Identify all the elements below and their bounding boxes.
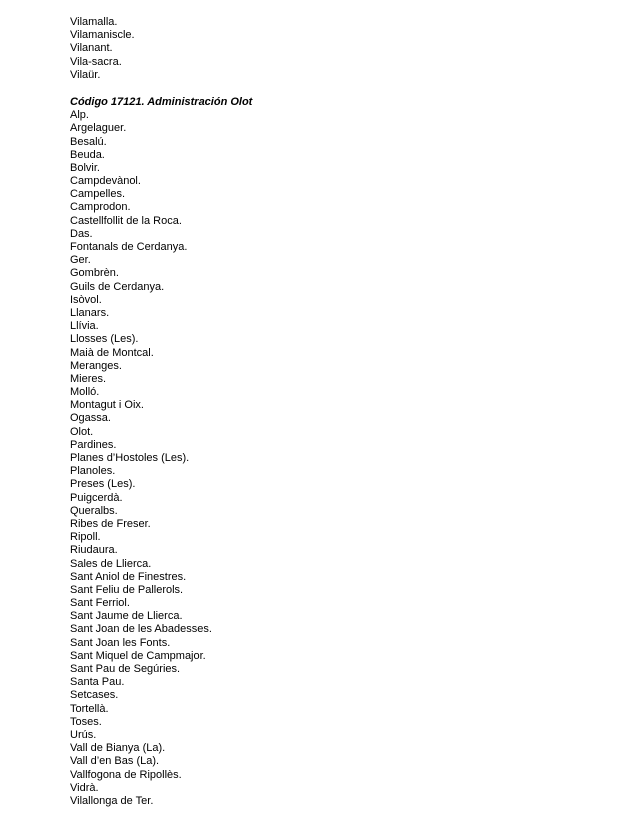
municipality-item: Vilamalla.	[70, 16, 118, 28]
municipality-item: Llosses (Les).	[70, 333, 139, 346]
municipality-item: Toses.	[70, 715, 102, 728]
municipality-item: Vila-sacra.	[70, 55, 122, 68]
municipality-item: Ribes de Freser.	[70, 517, 151, 530]
municipality-item: Llanars.	[70, 306, 110, 319]
municipality-item: Sant Feliu de Pallerols.	[70, 583, 184, 596]
municipality-item: Montagut i Oix.	[70, 399, 144, 412]
municipality-item: Setcases.	[70, 689, 119, 702]
municipality-item: Ripoll.	[70, 531, 101, 544]
municipality-item: Sales de Llierca.	[70, 557, 152, 570]
section-heading: Código 17121. Administración Olot	[70, 95, 253, 108]
municipality-item: Tortellà.	[70, 702, 109, 715]
municipality-item: Vallfogona de Ripollès.	[70, 768, 182, 781]
municipality-item: Alp.	[70, 109, 89, 122]
municipality-item: Santa Pau.	[70, 676, 125, 689]
municipality-item: Beuda.	[70, 148, 105, 161]
municipality-item: Vilamaniscle.	[70, 29, 135, 42]
municipality-item: Vilaür.	[70, 68, 101, 81]
municipality-item: Planes d’Hostoles (Les).	[70, 452, 190, 464]
municipality-item: Sant Jaume de Llierca.	[70, 610, 183, 623]
municipality-item: Sant Pau de Segúries.	[70, 663, 181, 675]
municipality-item: Llívia.	[70, 320, 99, 333]
municipality-item: Riudaura.	[70, 544, 118, 557]
municipality-item: Sant Joan de les Abadesses.	[70, 623, 212, 636]
municipality-item: Olot.	[70, 425, 94, 438]
previous-municipality-list	[70, 16, 610, 82]
municipality-item: Maià de Montcal.	[70, 346, 154, 359]
document-page	[70, 16, 610, 808]
municipality-item: Sant Aniol de Finestres.	[70, 570, 187, 583]
municipality-item: Sant Miquel de Campmajor.	[70, 649, 206, 662]
municipality-item: Vidrà.	[70, 781, 99, 794]
municipality-item: Besalú.	[70, 135, 107, 148]
municipality-item: Guils de Cerdanya.	[70, 280, 165, 293]
municipality-item: Mieres.	[70, 372, 107, 385]
municipality-item: Gombrèn.	[70, 267, 119, 280]
municipality-list	[70, 109, 610, 808]
municipality-item: Sant Joan les Fonts.	[70, 636, 171, 649]
municipality-item: Das.	[70, 227, 93, 240]
municipality-item: Camprodon.	[70, 201, 131, 214]
municipality-item: Vilallonga de Ter.	[70, 794, 154, 807]
municipality-item: Vilanant.	[70, 42, 113, 55]
municipality-item: Vall de Bianya (La).	[70, 742, 166, 755]
municipality-item: Vall d’en Bas (La).	[70, 755, 160, 768]
municipality-item: Castellfollit de la Roca.	[70, 214, 182, 227]
municipality-item: Urús.	[70, 728, 97, 741]
municipality-item: Fontanals de Cerdanya.	[70, 241, 188, 253]
municipality-item: Bolvir.	[70, 161, 100, 174]
municipality-item: Ogassa.	[70, 412, 111, 425]
municipality-item: Queralbs.	[70, 504, 118, 517]
municipality-item: Campdevànol.	[70, 175, 141, 188]
municipality-item: Isòvol.	[70, 293, 102, 306]
municipality-item: Planoles.	[70, 465, 116, 478]
municipality-item: Meranges.	[70, 359, 122, 372]
municipality-item: Argelaguer.	[70, 122, 127, 135]
municipality-item: Pardines.	[70, 438, 117, 451]
section-gap	[70, 82, 610, 96]
municipality-item: Campelles.	[70, 188, 126, 201]
municipality-item: Ger.	[70, 254, 91, 267]
municipality-item: Preses (Les).	[70, 478, 136, 491]
municipality-item: Puigcerdà.	[70, 491, 123, 504]
municipality-item: Molló.	[70, 386, 100, 399]
municipality-item: Sant Ferriol.	[70, 597, 130, 610]
